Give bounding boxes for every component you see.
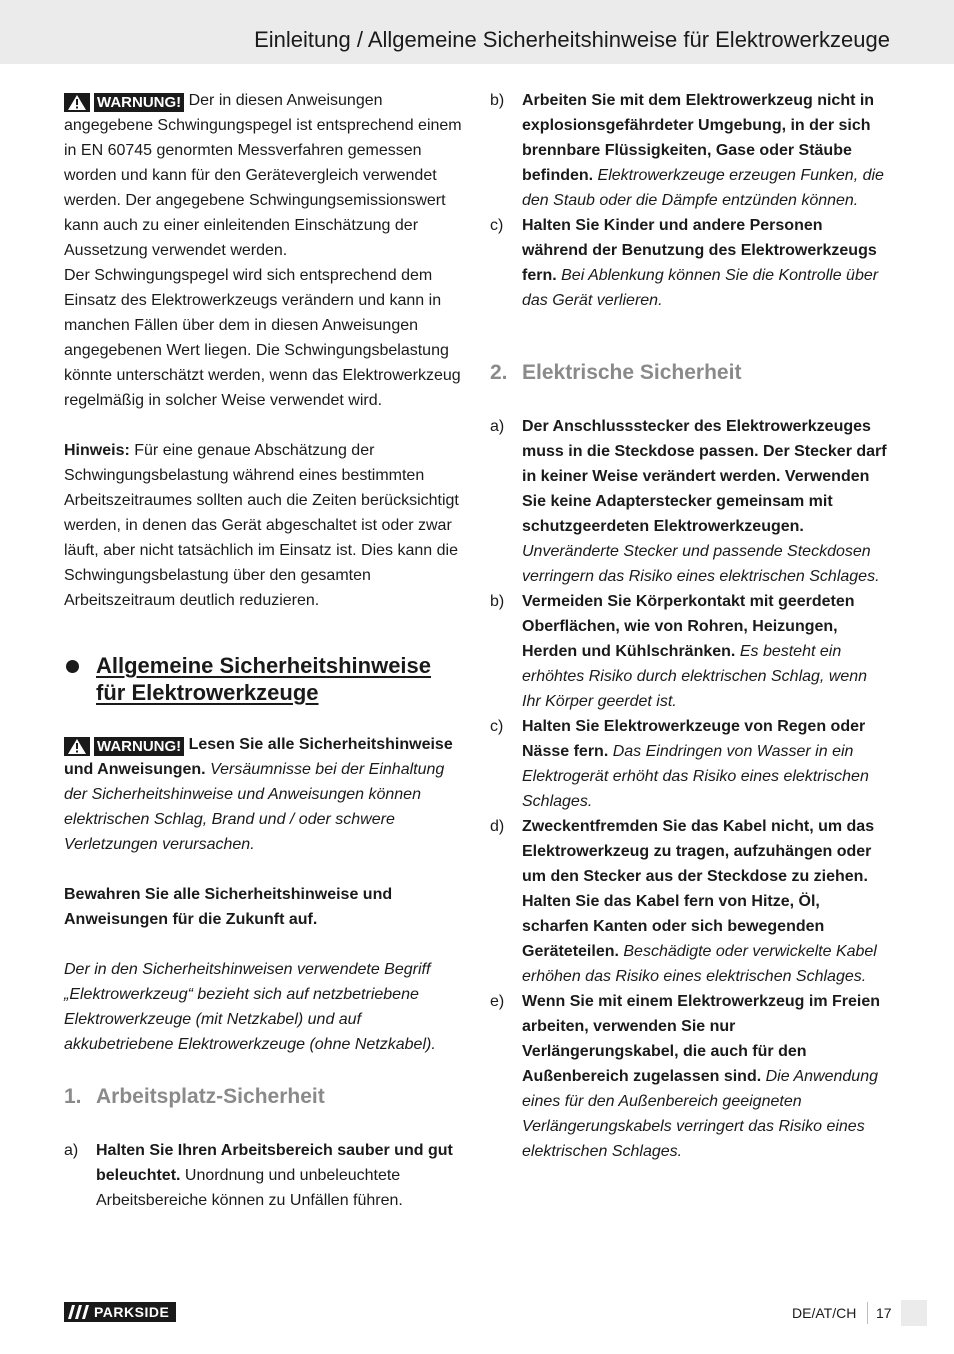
paragraph-text: Für eine genaue Abschätzung der Schwingungsbelastung während eines bestimmten Arbeitszeitraumes sollten auch die Zeiten berücksichtigt werden, in denen das Gerät abgeschaltet ist oder zwar läuft, aber nicht tatsächlich im Einsatz ist. Dies kann die Schwingungsbelastung über den gesamten Arbeitszeitraum deutlich reduzieren. [64, 442, 459, 609]
note-label: Hinweis: [64, 442, 130, 459]
warning-label: WARNUNG! [94, 93, 184, 112]
heading-number: 2. [490, 361, 508, 384]
bold-text: Arbeiten Sie mit dem Elektrowerkzeug nicht in explosionsgefährdeter Umgebung, in der sich brennbare Flüssigkeiten, Gase oder Stäube befinden. [522, 92, 875, 184]
item-text: Unordnung und unbeleuchtete Arbeitsbereiche können zu Unfällen führen. [96, 1167, 403, 1209]
paragraph-text: Der in diesen Anweisungen angegebene Schwingungspegel ist entsprechend einem in EN 60745 genormten Messverfahren gemessen worden und kann für den Gerätevergleich verwendet werden. Der angegebene Schwingungsemissionswert kann auch zu einer einleitenden Einschätzung der Aussetzung verwendet werden. [64, 92, 462, 259]
warning-triangle-icon [64, 93, 90, 112]
left-column [64, 88, 464, 1213]
parkside-logo [64, 1302, 176, 1322]
bold-text: Zweckentfremden Sie das Kabel nicht, um das Elektrowerkzeug zu tragen, aufzuhängen oder um den Stecker aus der Steckdose zu ziehen. Halten Sie das Kabel fern von Hitze, Öl, scharfen Kanten oder sich bewegenden Geräteteilen. [522, 818, 875, 960]
safety-warning-paragraph [64, 732, 464, 857]
section-heading [64, 652, 464, 706]
list-item [64, 1138, 464, 1213]
bold-text: Lesen Sie alle Sicherheitshinweise und Anweisungen. [64, 736, 453, 778]
vibration-warning-paragraph [64, 88, 464, 263]
warning-triangle-icon [64, 737, 90, 756]
page-number: 17 [876, 1305, 892, 1321]
italic-text: Bei Ablenkung können Sie die Kontrolle über das Gerät verlieren. [522, 267, 879, 309]
section-heading-text: Allgemeine Sicherheitshinweise für Elektrowerkzeuge [96, 653, 432, 705]
list-item [490, 989, 890, 1164]
bold-text: Halten Sie Kinder und andere Personen während der Benutzung des Elektrowerkzeugs fern. [522, 217, 877, 284]
bold-text: Wenn Sie mit einem Elektrowerkzeug im Freien arbeiten, verwenden Sie nur Verlängerungskabel, die auch für den Außenbereich zugelassen sind. [522, 993, 881, 1085]
bold-text: Der Anschlussstecker des Elektrowerkzeuges muss in die Steckdose passen. Der Stecker darf in keiner Weise verändert werden. Verwenden Sie keine Adapterstecker gemeinsam mit schutzgeerdeten Elektrowerkzeugen. [522, 418, 887, 535]
logo-stripes-icon [68, 1305, 90, 1319]
note-paragraph [64, 438, 464, 613]
heading-number: 1. [64, 1085, 82, 1108]
footer-divider [867, 1302, 868, 1324]
warning-badge [64, 93, 184, 112]
italic-text: Elektrowerkzeuge erzeugen Funken, die den Staub oder die Dämpfe entzünden können. [522, 167, 884, 209]
list-item [490, 414, 890, 589]
italic-text: Der in den Sicherheitshinweisen verwendete Begriff „Elektrowerkzeug“ bezieht sich auf netzbetriebene Elektrowerkzeuge (mit Netzkabel) und auf akkubetriebene Elektrowerkzeuge (ohne Netzkabel). [64, 961, 436, 1053]
italic-text: Versäumnisse bei der Einhaltung der Sicherheitshinweise und Anweisungen können elektrischen Schlag, Brand und / oder schwere Verletzungen verursachen. [64, 761, 445, 853]
footer-language: DE/AT/CH [792, 1305, 857, 1321]
italic-text: Es besteht ein erhöhtes Risiko durch elektrischen Schlag, wenn Ihr Körper geerdet ist. [522, 643, 868, 710]
paragraph-text: Der Schwingungspegel wird sich entsprechend dem Einsatz des Elektrowerkzeugs verändern und kann in manchen Fällen über dem in diesen Anweisungen angegebenen Wert liegen. Die Schwingungsbelastung könnte unterschätzt werden, wenn das Elektrowerkzeug regelmäßig in solcher Weise verwendet wird. [64, 267, 461, 409]
item-label: a) [64, 1142, 79, 1159]
list-item [490, 714, 890, 814]
list-item [490, 213, 890, 313]
italic-text: Das Eindringen von Wasser in ein Elektrogerät erhöht das Risiko eines elektrischen Schlages. [522, 743, 869, 810]
heading-electrical-safety [490, 358, 890, 388]
bullet-icon [66, 660, 79, 673]
italic-text: Beschädigte oder verwickelte Kabel erhöhen das Risiko eines elektrischen Schlages. [522, 943, 877, 985]
heading-text: Elektrische Sicherheit [522, 361, 742, 384]
bold-text: Halten Sie Ihren Arbeitsbereich sauber und gut beleuchtet. [96, 1142, 453, 1184]
list-item [490, 814, 890, 989]
item-label: c) [490, 217, 504, 234]
right-column [490, 88, 890, 1164]
list-item [490, 88, 890, 213]
page-title: Einleitung / Allgemeine Sicherheitshinweise für Elektrowerkzeuge [254, 27, 890, 52]
item-label: d) [490, 818, 505, 835]
logo-text: PARKSIDE [94, 1304, 170, 1320]
bold-text: Bewahren Sie alle Sicherheitshinweise und Anweisungen für die Zukunft auf. [64, 886, 393, 928]
italic-text: Die Anwendung eines für den Außenbereich geeigneten Verlängerungskabels verringert das Risiko eines elektrischen Schlages. [522, 1068, 878, 1160]
item-label: c) [490, 718, 504, 735]
footer-tab [901, 1300, 927, 1326]
item-label: b) [490, 593, 505, 610]
list-item [490, 589, 890, 714]
bold-text: Vermeiden Sie Körperkontakt mit geerdeten Oberflächen, wie von Rohren, Heizungen, Herden und Kühlschränken. [522, 593, 855, 660]
keep-instructions-paragraph [64, 882, 464, 932]
warning-label: WARNUNG! [94, 737, 184, 756]
heading-workplace-safety [64, 1082, 464, 1112]
item-label: a) [490, 418, 505, 435]
bold-text: Halten Sie Elektrowerkzeuge von Regen oder Nässe fern. [522, 718, 866, 760]
vibration-level-paragraph [64, 263, 464, 413]
warning-badge [64, 737, 184, 756]
item-label: b) [490, 92, 505, 109]
heading-text: Arbeitsplatz-Sicherheit [96, 1085, 325, 1108]
definition-paragraph [64, 957, 464, 1057]
italic-text: Unveränderte Stecker und passende Steckdosen verringern das Risiko eines elektrischen Schlages. [522, 543, 880, 585]
item-label: e) [490, 993, 505, 1010]
